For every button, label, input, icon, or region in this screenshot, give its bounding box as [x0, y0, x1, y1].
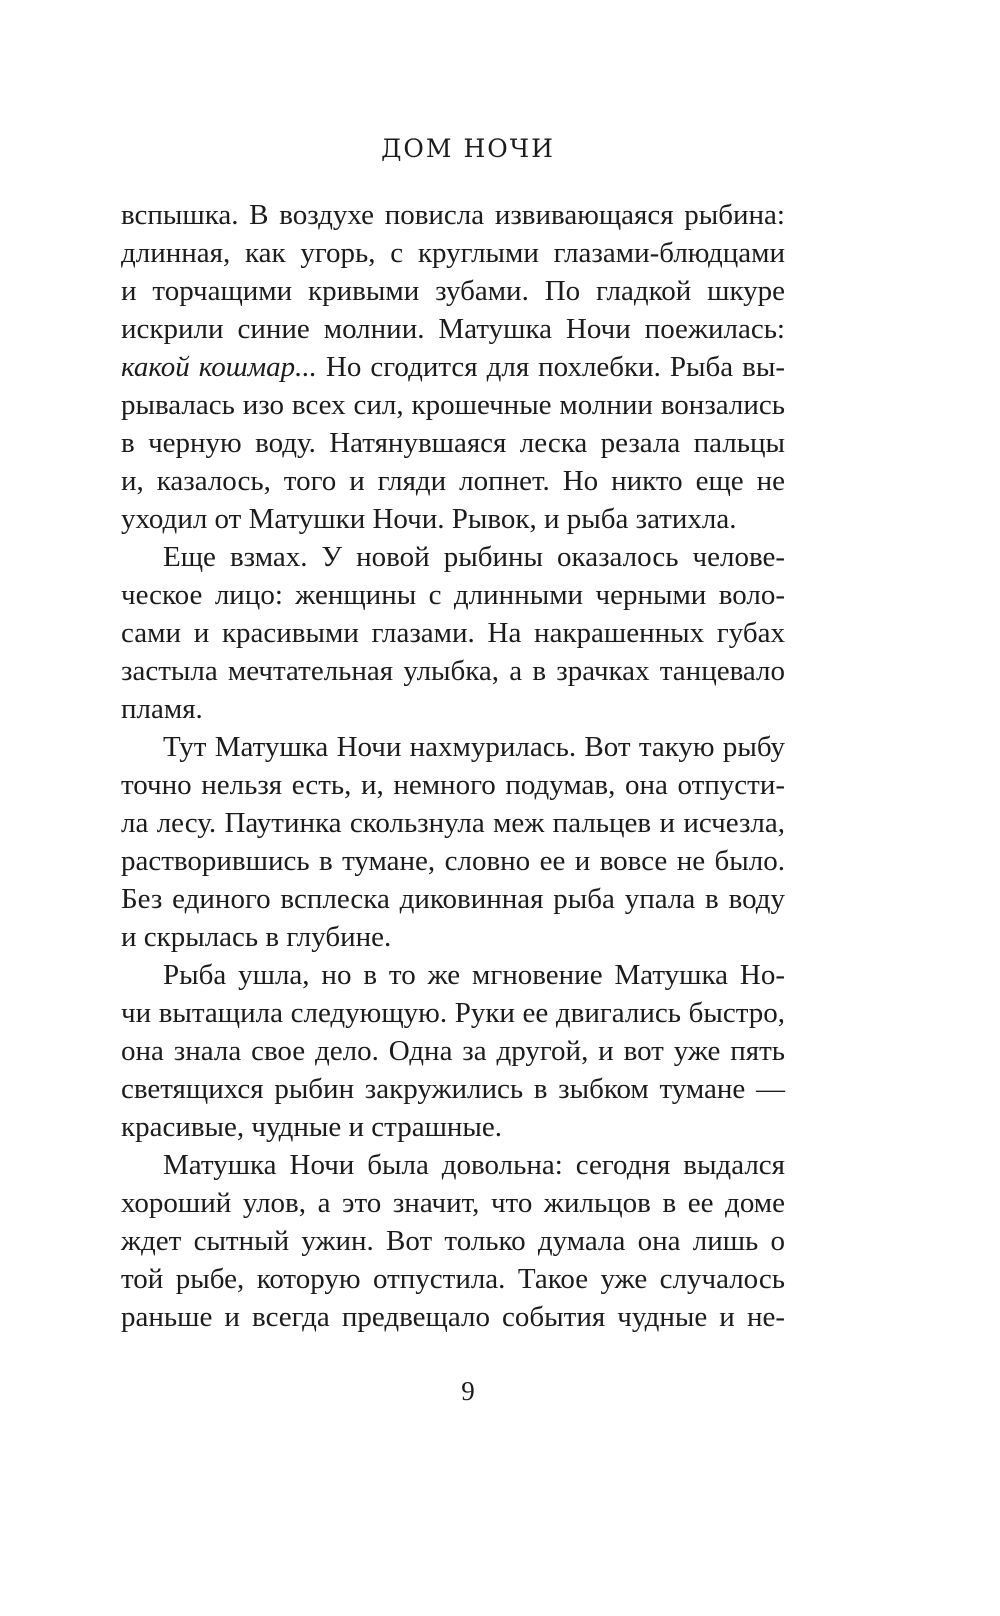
text-line: ждет сытный ужин. Вот только думала она лишь о: [121, 1225, 785, 1257]
text-line: Тут Матушка Ночи нахмурилась. Вот такую рыбу: [163, 731, 785, 763]
text-line: уходил от Матушки Ночи. Рывок, и рыба затихла.: [121, 503, 737, 535]
text-line: пламя.: [121, 693, 203, 725]
text-line: Без единого всплеска диковинная рыба упала в воду: [121, 883, 785, 915]
text-line: Еще взмах. У новой рыбины оказалось челове-: [163, 541, 785, 573]
running-head: ДОМ НОЧИ: [381, 134, 555, 163]
text-line: той рыбе, которую отпустила. Такое уже случалось: [121, 1263, 785, 1295]
text-line-rest: Но сгодится для похлебки. Рыба вы-: [316, 351, 785, 383]
text-line: хороший улов, а это значит, что жильцов в ее доме: [121, 1187, 785, 1219]
text-line: искрили синие молнии. Матушка Ночи поежилась:: [121, 313, 785, 345]
text-line: ла лесу. Паутинка скользнула меж пальцев и исчезла,: [121, 807, 785, 839]
text-line: и скрылась в глубине.: [121, 921, 392, 953]
text-line: она знала свое дело. Одна за другой, и вот уже пять: [121, 1035, 785, 1067]
text-line: чи вытащила следующую. Руки ее двигались быстро,: [121, 997, 785, 1029]
text-line: [121, 348, 785, 386]
text-line: раньше и всегда предвещало события чудные и не-: [121, 1301, 785, 1333]
text-line: Рыба ушла, но в то же мгновение Матушка Но-: [163, 959, 785, 991]
text-line: вспышка. В воздухе повисла извивающаяся рыбина:: [121, 199, 785, 231]
text-line: светящихся рыбин закружились в зыбком тумане —: [121, 1073, 785, 1105]
text-line: растворившись в тумане, словно ее и вовсе не было.: [121, 845, 785, 877]
body-text: [121, 196, 785, 1336]
text-line: сами и красивыми глазами. На накрашенных губах: [121, 617, 785, 649]
text-line: точно нельзя есть, и, немного подумав, она отпусти-: [121, 769, 785, 801]
text-line: ческое лицо: женщины с длинными черными воло-: [121, 579, 785, 611]
text-line: и торчащими кривыми зубами. По гладкой шкуре: [121, 275, 785, 307]
text-line: Матушка Ночи была довольна: сегодня выдался: [163, 1149, 785, 1181]
text-line: красивые, чудные и страшные.: [121, 1111, 503, 1143]
page-number: 9: [461, 1376, 475, 1406]
text-line: в черную воду. Натянувшаяся леска резала пальцы: [121, 427, 785, 459]
italic-phrase: какой кошмар...: [121, 351, 317, 383]
text-line: застыла мечтательная улыбка, а в зрачках танцевало: [121, 655, 785, 687]
text-line: рывалась изо всех сил, крошечные молнии вонзались: [121, 389, 785, 421]
text-line: длинная, как угорь, с круглыми глазами-блюдцами: [121, 237, 785, 269]
text-line: и, казалось, того и гляди лопнет. Но никто еще не: [121, 465, 785, 497]
